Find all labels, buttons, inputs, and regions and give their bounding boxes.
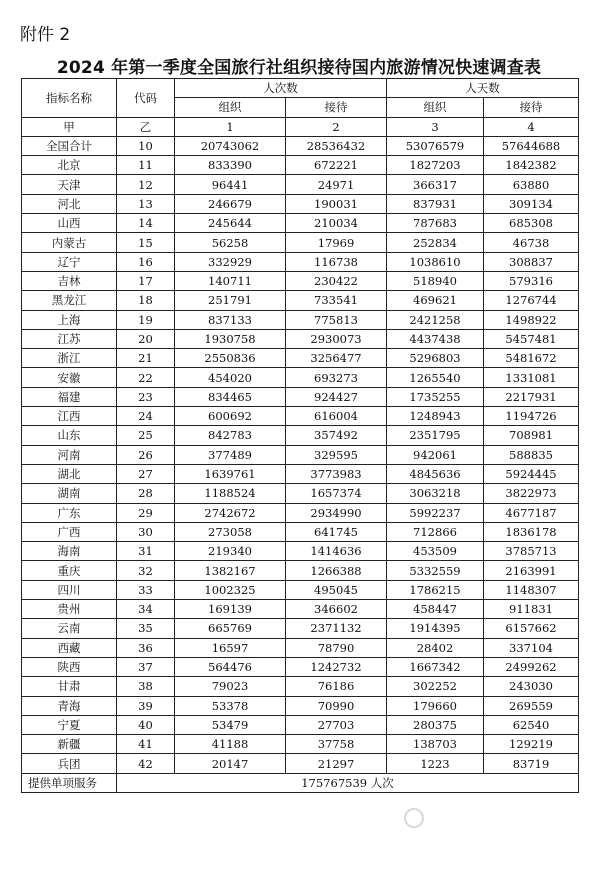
row-organize-times: 56258 (175, 233, 286, 252)
row-receive-days: 911831 (484, 600, 579, 619)
row-organize-times: 140711 (175, 271, 286, 290)
header-person-days: 人天数 (387, 79, 579, 98)
table-row (22, 600, 579, 619)
table-row (22, 407, 579, 426)
row-code: 30 (117, 522, 175, 541)
row-organize-days: 453509 (387, 542, 484, 561)
table-row (22, 194, 579, 213)
row-organize-times: 53378 (175, 696, 286, 715)
table-row (22, 136, 579, 155)
row-receive-times: 775813 (286, 310, 387, 329)
row-receive-days: 588835 (484, 445, 579, 464)
row-organize-times: 246679 (175, 194, 286, 213)
table-row (22, 503, 579, 522)
row-organize-times: 1639761 (175, 464, 286, 483)
row-receive-times: 329595 (286, 445, 387, 464)
row-code: 13 (117, 194, 175, 213)
table-row (22, 638, 579, 657)
header-row-index (22, 117, 579, 136)
row-code: 21 (117, 349, 175, 368)
table-row (22, 175, 579, 194)
row-name: 广东 (22, 503, 117, 522)
row-code: 38 (117, 677, 175, 696)
row-organize-days: 138703 (387, 735, 484, 754)
row-organize-times: 454020 (175, 368, 286, 387)
row-receive-days: 63880 (484, 175, 579, 194)
row-code: 10 (117, 136, 175, 155)
row-receive-days: 5924445 (484, 464, 579, 483)
row-receive-times: 641745 (286, 522, 387, 541)
row-name: 吉林 (22, 271, 117, 290)
row-code: 12 (117, 175, 175, 194)
row-receive-days: 685308 (484, 214, 579, 233)
statistics-table (21, 78, 579, 793)
row-receive-times: 27703 (286, 715, 387, 734)
row-organize-days: 4845636 (387, 464, 484, 483)
footer-label: 提供单项服务 (22, 773, 117, 792)
row-code: 29 (117, 503, 175, 522)
row-organize-times: 79023 (175, 677, 286, 696)
row-code: 39 (117, 696, 175, 715)
row-name: 福建 (22, 387, 117, 406)
header-col-jia: 甲 (22, 117, 117, 136)
row-receive-days: 2163991 (484, 561, 579, 580)
row-code: 23 (117, 387, 175, 406)
row-receive-times: 733541 (286, 291, 387, 310)
row-receive-times: 616004 (286, 407, 387, 426)
row-organize-times: 377489 (175, 445, 286, 464)
table-row (22, 368, 579, 387)
table-row (22, 214, 579, 233)
row-receive-days: 579316 (484, 271, 579, 290)
row-organize-days: 1914395 (387, 619, 484, 638)
row-organize-days: 1038610 (387, 252, 484, 271)
row-receive-times: 21297 (286, 754, 387, 773)
row-receive-days: 83719 (484, 754, 579, 773)
row-organize-times: 96441 (175, 175, 286, 194)
row-organize-days: 302252 (387, 677, 484, 696)
row-organize-times: 834465 (175, 387, 286, 406)
row-receive-days: 2499262 (484, 657, 579, 676)
row-code: 16 (117, 252, 175, 271)
row-receive-times: 37758 (286, 735, 387, 754)
row-organize-days: 458447 (387, 600, 484, 619)
row-organize-times: 1382167 (175, 561, 286, 580)
row-organize-days: 1265540 (387, 368, 484, 387)
row-organize-times: 169139 (175, 600, 286, 619)
row-organize-days: 518940 (387, 271, 484, 290)
header-organize-days: 组织 (387, 98, 484, 117)
row-organize-days: 53076579 (387, 136, 484, 155)
table-row (22, 233, 579, 252)
row-organize-days: 837931 (387, 194, 484, 213)
row-receive-times: 2371132 (286, 619, 387, 638)
row-receive-times: 230422 (286, 271, 387, 290)
row-organize-days: 5296803 (387, 349, 484, 368)
row-name: 广西 (22, 522, 117, 541)
header-indicator: 指标名称 (22, 79, 117, 118)
row-name: 西藏 (22, 638, 117, 657)
header-col-yi: 乙 (117, 117, 175, 136)
row-receive-times: 357492 (286, 426, 387, 445)
row-name: 安徽 (22, 368, 117, 387)
table-row (22, 522, 579, 541)
header-receive-times: 接待 (286, 98, 387, 117)
row-organize-times: 665769 (175, 619, 286, 638)
table-row (22, 542, 579, 561)
row-code: 35 (117, 619, 175, 638)
attachment-label: 附件 2 (20, 25, 71, 45)
row-code: 31 (117, 542, 175, 561)
row-code: 15 (117, 233, 175, 252)
table-row (22, 387, 579, 406)
row-receive-times: 924427 (286, 387, 387, 406)
row-receive-days: 129219 (484, 735, 579, 754)
row-code: 22 (117, 368, 175, 387)
row-organize-days: 252834 (387, 233, 484, 252)
row-organize-days: 3063218 (387, 484, 484, 503)
row-code: 25 (117, 426, 175, 445)
row-name: 黑龙江 (22, 291, 117, 310)
table-row (22, 445, 579, 464)
row-organize-times: 1188524 (175, 484, 286, 503)
row-organize-times: 20147 (175, 754, 286, 773)
row-organize-days: 787683 (387, 214, 484, 233)
row-name: 辽宁 (22, 252, 117, 271)
header-row-top (22, 79, 579, 98)
row-receive-times: 672221 (286, 156, 387, 175)
row-receive-days: 243030 (484, 677, 579, 696)
row-receive-days: 3785713 (484, 542, 579, 561)
row-organize-days: 942061 (387, 445, 484, 464)
row-name: 青海 (22, 696, 117, 715)
row-organize-days: 366317 (387, 175, 484, 194)
row-organize-days: 1786215 (387, 580, 484, 599)
header-code: 代码 (117, 79, 175, 118)
table-row (22, 677, 579, 696)
row-name: 江苏 (22, 329, 117, 348)
row-code: 20 (117, 329, 175, 348)
table-row (22, 619, 579, 638)
row-receive-times: 28536432 (286, 136, 387, 155)
table-row (22, 310, 579, 329)
row-name: 海南 (22, 542, 117, 561)
row-name: 河南 (22, 445, 117, 464)
row-organize-days: 4437438 (387, 329, 484, 348)
row-receive-days: 1148307 (484, 580, 579, 599)
row-name: 山东 (22, 426, 117, 445)
row-organize-times: 2742672 (175, 503, 286, 522)
row-organize-days: 280375 (387, 715, 484, 734)
row-receive-days: 309134 (484, 194, 579, 213)
row-organize-times: 53479 (175, 715, 286, 734)
row-name: 河北 (22, 194, 117, 213)
row-receive-days: 337104 (484, 638, 579, 657)
row-organize-days: 469621 (387, 291, 484, 310)
header-organize-times: 组织 (175, 98, 286, 117)
row-code: 19 (117, 310, 175, 329)
row-name: 重庆 (22, 561, 117, 580)
table-row (22, 329, 579, 348)
row-code: 17 (117, 271, 175, 290)
row-receive-days: 62540 (484, 715, 579, 734)
table-row (22, 464, 579, 483)
row-name: 江西 (22, 407, 117, 426)
row-organize-days: 28402 (387, 638, 484, 657)
row-organize-days: 1248943 (387, 407, 484, 426)
row-receive-days: 5481672 (484, 349, 579, 368)
row-name: 兵团 (22, 754, 117, 773)
row-organize-times: 842783 (175, 426, 286, 445)
row-name: 宁夏 (22, 715, 117, 734)
row-receive-days: 46738 (484, 233, 579, 252)
footer-value: 175767539 人次 (117, 773, 579, 792)
table-row (22, 561, 579, 580)
row-receive-days: 57644688 (484, 136, 579, 155)
row-organize-days: 1735255 (387, 387, 484, 406)
row-organize-days: 1667342 (387, 657, 484, 676)
row-receive-times: 495045 (286, 580, 387, 599)
header-col-2: 2 (286, 117, 387, 136)
row-receive-times: 1242732 (286, 657, 387, 676)
row-receive-days: 4677187 (484, 503, 579, 522)
row-name: 四川 (22, 580, 117, 599)
row-organize-days: 5992237 (387, 503, 484, 522)
header-col-4: 4 (484, 117, 579, 136)
row-receive-days: 708981 (484, 426, 579, 445)
row-receive-times: 3773983 (286, 464, 387, 483)
row-organize-days: 179660 (387, 696, 484, 715)
row-receive-times: 693273 (286, 368, 387, 387)
row-receive-times: 24971 (286, 175, 387, 194)
row-receive-times: 210034 (286, 214, 387, 233)
table-row (22, 735, 579, 754)
row-organize-times: 833390 (175, 156, 286, 175)
table-row (22, 291, 579, 310)
row-organize-times: 564476 (175, 657, 286, 676)
row-receive-times: 190031 (286, 194, 387, 213)
table-row (22, 426, 579, 445)
row-receive-days: 1331081 (484, 368, 579, 387)
row-receive-days: 1194726 (484, 407, 579, 426)
row-organize-times: 41188 (175, 735, 286, 754)
page-title: 2024 年第一季度全国旅行社组织接待国内旅游情况快速调查表 (56, 58, 542, 78)
row-receive-times: 3256477 (286, 349, 387, 368)
row-receive-times: 76186 (286, 677, 387, 696)
row-receive-days: 5457481 (484, 329, 579, 348)
row-organize-times: 837133 (175, 310, 286, 329)
row-receive-days: 1276744 (484, 291, 579, 310)
row-name: 新疆 (22, 735, 117, 754)
row-receive-times: 17969 (286, 233, 387, 252)
row-receive-days: 269559 (484, 696, 579, 715)
row-name: 天津 (22, 175, 117, 194)
row-name: 湖南 (22, 484, 117, 503)
row-organize-days: 712866 (387, 522, 484, 541)
row-organize-times: 251791 (175, 291, 286, 310)
row-name: 陕西 (22, 657, 117, 676)
row-organize-days: 5332559 (387, 561, 484, 580)
row-code: 41 (117, 735, 175, 754)
row-code: 42 (117, 754, 175, 773)
row-organize-times: 20743062 (175, 136, 286, 155)
row-code: 11 (117, 156, 175, 175)
row-name: 山西 (22, 214, 117, 233)
row-organize-times: 1930758 (175, 329, 286, 348)
row-code: 36 (117, 638, 175, 657)
row-organize-times: 219340 (175, 542, 286, 561)
row-code: 40 (117, 715, 175, 734)
table-row (22, 156, 579, 175)
row-code: 26 (117, 445, 175, 464)
row-organize-days: 1827203 (387, 156, 484, 175)
row-receive-days: 1842382 (484, 156, 579, 175)
table-row (22, 349, 579, 368)
row-organize-days: 1223 (387, 754, 484, 773)
table-row (22, 715, 579, 734)
row-organize-times: 273058 (175, 522, 286, 541)
row-organize-days: 2421258 (387, 310, 484, 329)
row-organize-times: 1002325 (175, 580, 286, 599)
row-organize-times: 245644 (175, 214, 286, 233)
row-receive-days: 2217931 (484, 387, 579, 406)
table-row (22, 580, 579, 599)
table-row (22, 754, 579, 773)
header-receive-days: 接待 (484, 98, 579, 117)
row-code: 18 (117, 291, 175, 310)
row-code: 24 (117, 407, 175, 426)
watermark-logo (396, 793, 516, 843)
row-name: 湖北 (22, 464, 117, 483)
row-code: 32 (117, 561, 175, 580)
header-col-3: 3 (387, 117, 484, 136)
row-code: 33 (117, 580, 175, 599)
row-receive-times: 70990 (286, 696, 387, 715)
row-receive-times: 78790 (286, 638, 387, 657)
table-row (22, 657, 579, 676)
row-receive-times: 116738 (286, 252, 387, 271)
row-receive-times: 2934990 (286, 503, 387, 522)
row-name: 浙江 (22, 349, 117, 368)
row-receive-times: 346602 (286, 600, 387, 619)
row-receive-times: 1266388 (286, 561, 387, 580)
row-receive-times: 2930073 (286, 329, 387, 348)
row-name: 北京 (22, 156, 117, 175)
row-receive-days: 308837 (484, 252, 579, 271)
row-receive-days: 1498922 (484, 310, 579, 329)
row-receive-days: 1836178 (484, 522, 579, 541)
row-name: 云南 (22, 619, 117, 638)
table-row (22, 271, 579, 290)
header-col-1: 1 (175, 117, 286, 136)
table-row (22, 484, 579, 503)
row-receive-days: 3822973 (484, 484, 579, 503)
row-receive-times: 1414636 (286, 542, 387, 561)
row-name: 贵州 (22, 600, 117, 619)
table-row (22, 252, 579, 271)
row-organize-days: 2351795 (387, 426, 484, 445)
row-receive-days: 6157662 (484, 619, 579, 638)
row-name: 全国合计 (22, 136, 117, 155)
row-organize-times: 600692 (175, 407, 286, 426)
row-name: 内蒙古 (22, 233, 117, 252)
row-organize-times: 332929 (175, 252, 286, 271)
row-receive-times: 1657374 (286, 484, 387, 503)
row-organize-times: 16597 (175, 638, 286, 657)
row-code: 27 (117, 464, 175, 483)
row-code: 37 (117, 657, 175, 676)
row-code: 14 (117, 214, 175, 233)
row-organize-times: 2550836 (175, 349, 286, 368)
row-code: 34 (117, 600, 175, 619)
row-name: 甘肃 (22, 677, 117, 696)
footer-row (22, 773, 579, 792)
table-row (22, 696, 579, 715)
row-name: 上海 (22, 310, 117, 329)
header-person-times: 人次数 (175, 79, 387, 98)
row-code: 28 (117, 484, 175, 503)
